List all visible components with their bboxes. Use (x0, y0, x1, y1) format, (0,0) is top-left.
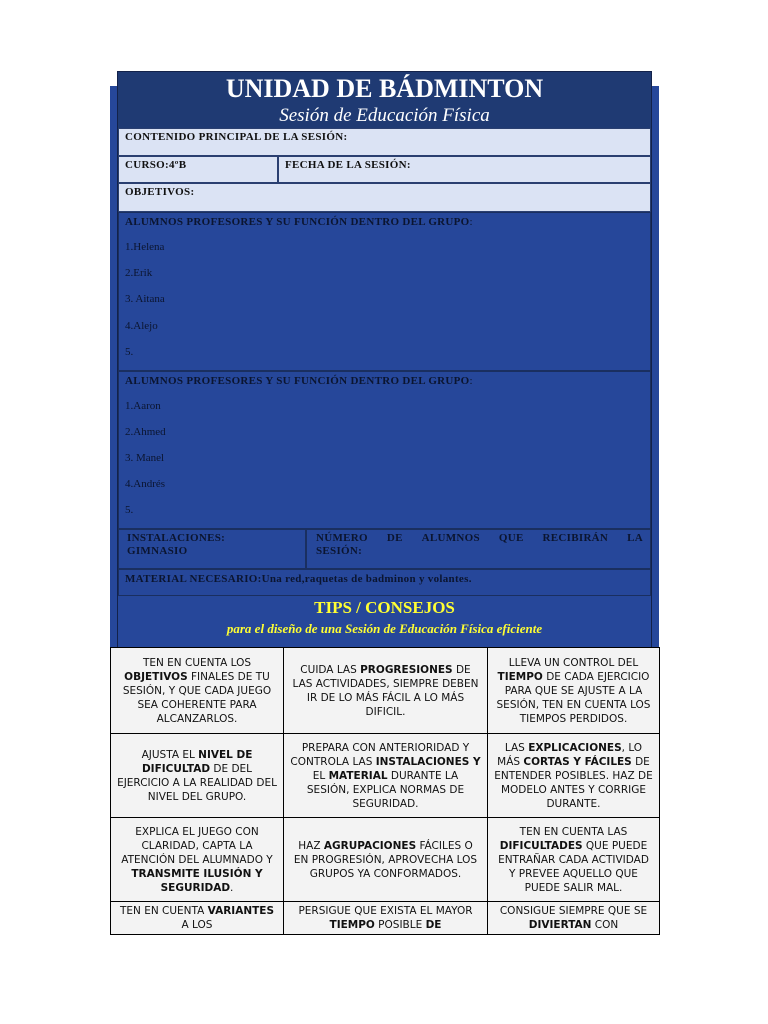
tip-text: DURANTE LA SESIÓN, EXPLICA NORMAS DE SEGURIDAD. (306, 769, 465, 810)
instalaciones-label: INSTALACIONES: (127, 532, 226, 544)
tip-text: , LO MÁS (497, 741, 643, 768)
tip-text: CON (591, 919, 619, 931)
numero-alumnos-label: NÚMERO DE ALUMNOS QUE RECIBIRÁN LA (316, 532, 643, 544)
tip-text: HAZ (298, 839, 324, 852)
tip-text: DE LAS ACTIVIDADES, SIEMPRE DEBEN IR DE LO MÁS FÁCIL A LO MÁS DIFICIL. (292, 663, 479, 718)
group1-item-1: 1.Helena (125, 241, 165, 253)
curso-label: CURSO:4ºB (125, 159, 187, 171)
tip-keyword: MATERIAL (328, 769, 388, 782)
tip-text: TEN EN CUENTA LOS (142, 656, 252, 669)
tip-text: EXPLICA EL JUEGO CON CLARIDAD, CAPTA LA ATENCIÓN DEL ALUMNADO Y (121, 825, 273, 866)
tip-keyword: INSTALACIONES Y (375, 755, 481, 768)
material-label: MATERIAL NECESARIO:Una red,raquetas de badminon y volantes. (125, 573, 472, 585)
tip-text: . (230, 881, 234, 894)
contenido-field[interactable] (118, 128, 651, 156)
group2-header: ALUMNOS PROFESORES Y SU FUNCIÓN DENTRO DEL GRUPO: (125, 375, 473, 387)
tip-text: CUIDA LAS (300, 663, 361, 676)
tips-row (111, 648, 660, 734)
group1-item-2: 2.Erik (125, 267, 153, 279)
page-title: UNIDAD DE BÁDMINTON (225, 74, 544, 103)
tip-text: DE CADA EJERCICIO PARA QUE SE AJUSTE A LA SESIÓN, TEN EN CUENTA LOS TIEMPOS PERDIDOS. (496, 670, 651, 725)
tip-keyword: AGRUPACIONES (323, 839, 417, 852)
session-sheet (117, 71, 652, 648)
tips-title: TIPS / CONSEJOS (314, 598, 455, 617)
tip-cell (111, 734, 284, 818)
tip-text: PREPARA CON ANTERIORIDAD Y CONTROLA LAS (290, 741, 470, 768)
tip-keyword: EXPLICACIONES (528, 741, 622, 754)
tip-cell (488, 902, 660, 935)
group1-item-5: 5. (125, 346, 134, 358)
tip-cell (111, 902, 284, 935)
tip-text: EL (312, 769, 329, 782)
title-block (118, 72, 651, 128)
tip-keyword: DE (425, 919, 442, 931)
group1-section[interactable] (118, 212, 651, 371)
tip-text: PERSIGUE QUE EXISTA EL MAYOR (298, 905, 473, 917)
tip-keyword: DIVIERTAN (528, 919, 592, 931)
tip-text: FÁCILES O EN PROGRESIÓN, APROVECHA LOS GRUPOS YA CONFORMADOS. (293, 839, 478, 880)
tip-keyword: OBJETIVOS (124, 670, 188, 683)
group1-header: ALUMNOS PROFESORES Y SU FUNCIÓN DENTRO DEL GRUPO: (125, 216, 473, 228)
fecha-label: FECHA DE LA SESIÓN: (285, 159, 411, 171)
tip-keyword: CORTAS Y FÁCILES (523, 755, 632, 768)
instalaciones-field[interactable] (118, 529, 306, 569)
group2-section[interactable] (118, 371, 651, 529)
tip-cell (488, 734, 660, 818)
numero-alumnos-field[interactable] (306, 529, 651, 569)
tips-row (111, 818, 660, 902)
tip-cell (284, 902, 488, 935)
material-value: Una red,raquetas de badminon y volantes. (261, 573, 472, 585)
tip-keyword: DIFICULTADES (499, 839, 583, 852)
tip-text: LLEVA UN CONTROL DEL (508, 656, 639, 669)
group1-item-3: 3. Aitana (125, 293, 165, 305)
tip-keyword: PROGRESIONES (360, 663, 453, 676)
tip-cell (488, 818, 660, 902)
tip-cell (284, 734, 488, 818)
tip-text: CONSIGUE SIEMPRE QUE SE (499, 905, 648, 917)
page-subtitle: Sesión de Educación Física (279, 105, 490, 126)
contenido-label: CONTENIDO PRINCIPAL DE LA SESIÓN: (125, 131, 348, 143)
objetivos-field[interactable] (118, 183, 651, 212)
tip-text: POSIBLE (374, 919, 426, 931)
tip-text: DE ENTENDER POSIBLES. HAZ DE MODELO ANTES Y CORRIGE DURANTE. (494, 755, 653, 810)
tip-text: DE DEL EJERCICIO A LA REALIDAD DEL NIVEL DEL GRUPO. (117, 762, 277, 803)
tip-keyword: NIVEL DE DIFICULTAD (141, 748, 253, 775)
tip-cell (488, 648, 660, 734)
tip-text: TEN EN CUENTA (119, 905, 208, 917)
tip-cell (284, 648, 488, 734)
tip-keyword: TIEMPO (497, 670, 543, 683)
group2-item-5: 5. (125, 504, 134, 516)
tip-text: FINALES DE TU SESIÓN, Y QUE CADA JUEGO SEA COHERENTE PARA ALCANZARLOS. (122, 670, 272, 725)
tip-keyword: VARIANTES (207, 905, 275, 917)
tips-table (110, 647, 660, 935)
group2-item-1: 1.Aaron (125, 400, 161, 412)
objetivos-label: OBJETIVOS: (125, 186, 195, 198)
tip-text: A LOS (181, 919, 213, 931)
curso-field[interactable] (118, 156, 278, 183)
tip-text: QUE PUEDE ENTRAÑAR CADA ACTIVIDAD Y PREVEE AQUELLO QUE PUEDE SALIR MAL. (498, 839, 649, 894)
numero-alumnos-label-end: SESIÓN: (316, 545, 363, 557)
tip-text: LAS (504, 741, 529, 754)
tip-text: AJUSTA EL (141, 748, 199, 761)
tip-text: TEN EN CUENTA LAS (519, 825, 628, 838)
group1-item-4: 4.Alejo (125, 320, 158, 332)
instalaciones-value: GIMNASIO (127, 545, 188, 557)
tip-cell (284, 818, 488, 902)
tip-cell (111, 648, 284, 734)
group2-item-2: 2.Ahmed (125, 426, 166, 438)
tips-subtitle: para el diseño de una Sesión de Educación Física eficiente (226, 621, 543, 636)
fecha-field[interactable] (278, 156, 651, 183)
material-field[interactable] (118, 569, 651, 596)
tips-row (111, 734, 660, 818)
tip-keyword: TIEMPO (329, 919, 375, 931)
group2-item-4: 4.Andrés (125, 478, 166, 490)
tips-row (111, 902, 660, 935)
group2-item-3: 3. Manel (125, 452, 165, 464)
tip-keyword: TRANSMITE ILUSIÓN Y SEGURIDAD (131, 867, 263, 894)
tip-cell (111, 818, 284, 902)
